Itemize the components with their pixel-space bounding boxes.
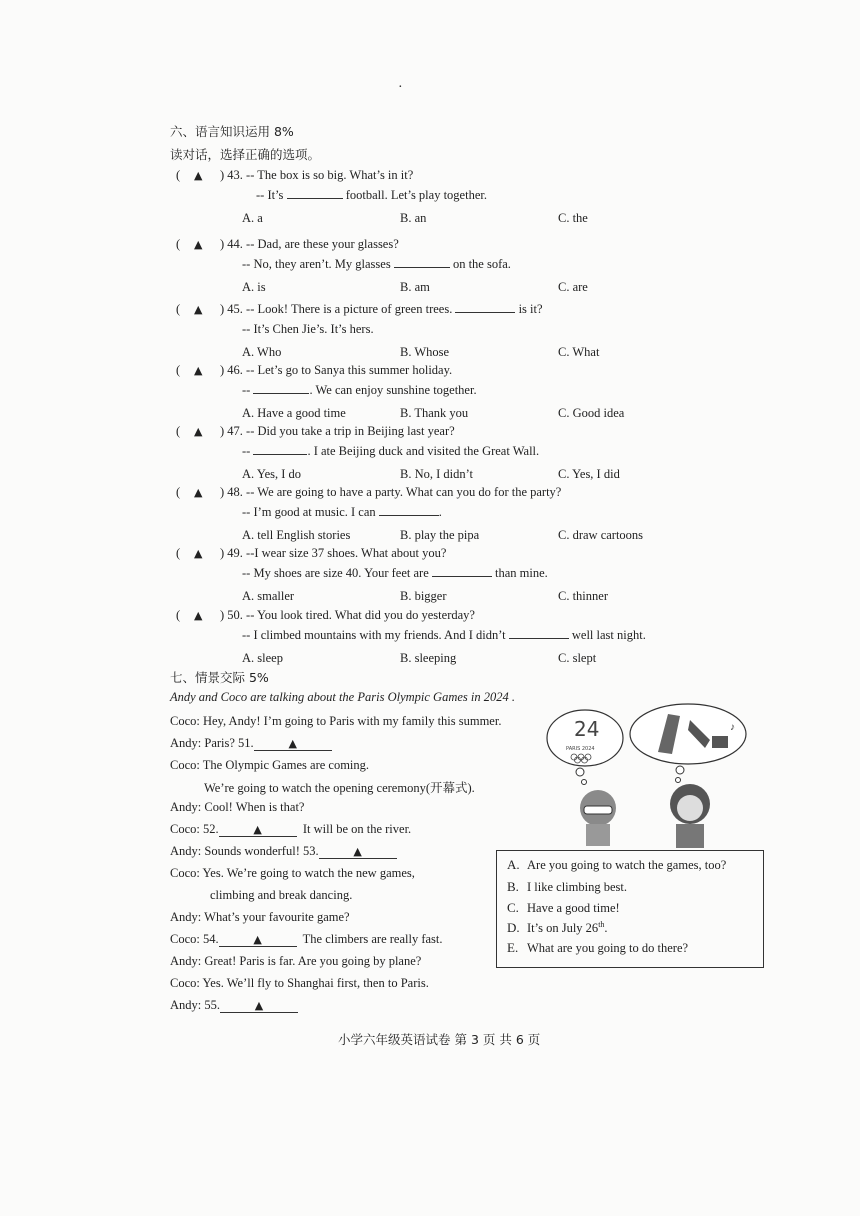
answer-blank: [219, 823, 297, 837]
response-text-after: football. Let’s play together.: [342, 188, 487, 202]
choice-letter: C.: [507, 900, 519, 915]
question-number: ) 45.: [220, 302, 243, 316]
response-text: -- My shoes are size 40. Your feet are: [242, 566, 432, 580]
question-number: ) 46.: [220, 363, 243, 377]
dialogue-line: [210, 888, 352, 903]
answer-blank: [220, 999, 298, 1013]
section-7-intro: Andy and Coco are talking about the Paris Olympic Games in 2024 .: [170, 690, 515, 704]
dialogue-text-after: The climbers are really fast.: [296, 932, 443, 946]
option-b: B. sleeping: [400, 651, 457, 665]
question-paren: (: [176, 424, 181, 438]
section-6-title: 六、语言知识运用 8%: [170, 124, 294, 139]
option-b: B. play the pipa: [400, 528, 480, 542]
question-text: -- Did you take a trip in Beijing last year?: [246, 424, 455, 438]
choice-text: What are you going to do there?: [527, 941, 689, 955]
dialogue-text-after: It will be on the river.: [296, 822, 412, 836]
option-b: B. No, I didn’t: [400, 467, 474, 481]
dialogue-text: We’re going to watch the opening ceremony(开幕式).: [204, 781, 475, 795]
choice-d: [507, 920, 608, 936]
answer-blank: [254, 737, 332, 751]
response-text: -- I climbed mountains with my friends. And I didn’t: [242, 628, 509, 642]
option-a: A. Have a good time: [242, 406, 346, 420]
choice-letter: A.: [507, 857, 520, 872]
answer-blank: [432, 566, 492, 577]
dialogue-text: Andy: What’s your favourite game?: [170, 910, 350, 924]
option-c: C. Good idea: [558, 406, 625, 420]
choice-b: [507, 879, 627, 895]
logo-text: PARIS 2024: [566, 746, 595, 752]
dialogue-text: Andy: Great! Paris is far. Are you going by plane?: [170, 954, 422, 968]
answer-marker-icon: ▲: [194, 609, 203, 622]
question-text: -- Let’s go to Sanya this summer holiday.: [246, 363, 453, 377]
thought-bubble-left-icon: [547, 710, 623, 785]
response-line: [242, 566, 548, 581]
question-number: ) 43.: [220, 168, 243, 182]
illustration-children: [540, 700, 760, 850]
dialogue-text: Coco: The Olympic Games are coming.: [170, 758, 370, 772]
girl-figure-icon: [670, 784, 710, 848]
choice-text: Have a good time!: [527, 901, 620, 915]
answer-marker-icon: ▲: [254, 999, 264, 1012]
option-a: A. is: [242, 280, 266, 294]
answer-marker-icon: ▲: [253, 823, 262, 836]
response-text: --: [242, 444, 254, 458]
dialogue-text: Coco: Yes. We’ll fly to Shanghai first, then to Paris.: [170, 976, 429, 990]
svg-text:♪: ♪: [730, 722, 735, 733]
choice-letter: B.: [507, 879, 519, 894]
option-b: B. an: [400, 211, 427, 225]
question-text: -- Dad, are these your glasses?: [246, 237, 399, 251]
answer-blank: [287, 188, 343, 199]
page-footer: 小学六年级英语试卷 第 3 页 共 6 页: [338, 1032, 541, 1047]
dialogue-line: [204, 778, 475, 796]
section-7-title: 七、情景交际 5%: [170, 670, 269, 685]
option-c: C. Yes, I did: [558, 467, 620, 481]
question-text: -- The box is so big. What’s in it?: [246, 168, 414, 182]
stray-dot: ·: [398, 80, 403, 95]
boy-figure-icon: [580, 790, 616, 846]
option-a: A. smaller: [242, 589, 295, 603]
option-b: B. am: [400, 280, 430, 294]
option-a: A. Who: [242, 345, 282, 359]
response-text: -- It’s Chen Jie’s. It’s hers.: [242, 322, 374, 336]
option-c: C. slept: [558, 651, 597, 665]
response-line: [242, 505, 442, 520]
option-a: A. a: [242, 211, 263, 225]
question-line: [220, 363, 452, 378]
dialogue-line: [170, 954, 421, 969]
question-text: -- You look tired. What did you do yesterday?: [246, 608, 475, 622]
answer-marker-icon: ▲: [194, 547, 203, 560]
dialogue-line: [170, 822, 411, 837]
dialogue-line: [170, 998, 298, 1013]
choice-a: [507, 857, 726, 873]
answer-blank: [253, 383, 309, 394]
response-text-after: well last night.: [568, 628, 646, 642]
dialogue-text: Coco: Hey, Andy! I’m going to Paris with my family this summer.: [170, 714, 502, 728]
question-line: [220, 485, 561, 500]
choice-text: Are you going to watch the games, too?: [527, 858, 727, 872]
response-text: -- I’m good at music. I can: [242, 505, 379, 519]
dialogue-line: [170, 758, 369, 773]
dialogue-text: Coco: 54.: [170, 932, 219, 946]
choice-superscript: th: [598, 920, 605, 929]
choice-e: [507, 940, 688, 956]
choice-text: I like climbing best.: [527, 880, 627, 894]
answer-marker-icon: ▲: [194, 486, 203, 499]
question-line: [220, 608, 475, 623]
answer-marker-icon: ▲: [194, 364, 203, 377]
answer-blank: [509, 628, 569, 639]
question-paren: (: [176, 168, 181, 182]
choices-box: [496, 850, 764, 968]
option-b: B. Whose: [400, 345, 450, 359]
choice-letter: E.: [507, 940, 519, 955]
answer-marker-icon: ▲: [353, 845, 362, 858]
response-line: [242, 383, 477, 398]
answer-blank: [253, 444, 307, 455]
answer-blank: [455, 302, 515, 313]
question-paren: (: [176, 363, 181, 377]
option-c: C. thinner: [558, 589, 608, 603]
response-text-after: than mine.: [491, 566, 548, 580]
dialogue-line: [170, 736, 332, 751]
option-c: C. draw cartoons: [558, 528, 644, 542]
response-line: [256, 188, 487, 203]
question-paren: (: [176, 608, 181, 622]
dialogue-line: [170, 800, 304, 815]
dialogue-text: Andy: Paris? 51.: [170, 736, 254, 750]
dialogue-line: [170, 976, 429, 991]
question-text: --I wear size 37 shoes. What about you?: [246, 546, 447, 560]
question-line: [220, 237, 399, 252]
response-line: [242, 257, 511, 272]
dialogue-text: Coco: Yes. We’re going to watch the new games,: [170, 866, 415, 880]
svg-text:24: 24: [574, 717, 600, 741]
response-text-after: . I ate Beijing duck and visited the Great Wall.: [307, 444, 540, 458]
answer-blank: [394, 257, 450, 268]
dialogue-line: [170, 910, 350, 925]
question-paren: (: [176, 302, 181, 316]
dialogue-line: [170, 714, 501, 729]
choice-c: [507, 900, 620, 916]
answer-blank: [319, 845, 397, 859]
question-text-after: is it?: [515, 302, 543, 316]
choice-text-end: .: [604, 921, 608, 936]
answer-marker-icon: ▲: [288, 737, 297, 750]
response-text-after: . We can enjoy sunshine together.: [309, 383, 477, 397]
answer-marker-icon: ▲: [194, 169, 203, 182]
response-line: [242, 628, 646, 643]
answer-blank: [219, 933, 297, 947]
dialogue-text: Andy: 55.: [170, 998, 220, 1012]
answer-marker-icon: ▲: [194, 303, 203, 316]
dialogue-text: Coco: 52.: [170, 822, 219, 836]
response-text: -- It’s: [256, 188, 287, 202]
question-paren: (: [176, 485, 181, 499]
option-c: C. the: [558, 211, 588, 225]
question-number: ) 49.: [220, 546, 243, 560]
dialogue-line: [170, 844, 397, 859]
question-line: [220, 302, 543, 317]
response-text-after: on the sofa.: [449, 257, 511, 271]
question-line: [220, 424, 455, 439]
option-a: A. tell English stories: [242, 528, 351, 542]
question-line: [220, 168, 413, 183]
response-text-after: .: [438, 505, 442, 519]
response-line: [242, 444, 539, 459]
response-text: --: [242, 383, 254, 397]
question-text: -- Look! There is a picture of green trees.: [246, 302, 456, 316]
question-line: [220, 546, 446, 561]
response-text: -- No, they aren’t. My glasses: [242, 257, 394, 271]
section-6-instruction: 读对话，选择正确的选项。: [170, 147, 321, 162]
dialogue-text: Andy: Cool! When is that?: [170, 800, 305, 814]
thought-bubble-right-icon: [630, 704, 746, 783]
option-b: B. bigger: [400, 589, 447, 603]
question-text: -- We are going to have a party. What can you do for the party?: [246, 485, 562, 499]
option-a: A. sleep: [242, 651, 283, 665]
option-c: C. are: [558, 280, 588, 294]
question-number: ) 48.: [220, 485, 243, 499]
dialogue-text: climbing and break dancing.: [210, 888, 353, 902]
option-a: A. Yes, I do: [242, 467, 302, 481]
option-c: C. What: [558, 345, 600, 359]
question-number: ) 47.: [220, 424, 243, 438]
answer-marker-icon: ▲: [253, 933, 262, 946]
dialogue-line: [170, 932, 443, 947]
option-b: B. Thank you: [400, 406, 469, 420]
dialogue-text: Andy: Sounds wonderful! 53.: [170, 844, 319, 858]
answer-marker-icon: ▲: [194, 425, 203, 438]
response-line: [242, 322, 374, 337]
choice-text: It’s on July 26: [527, 921, 599, 936]
question-number: ) 50.: [220, 608, 243, 622]
answer-blank: [379, 505, 439, 516]
question-number: ) 44.: [220, 237, 243, 251]
question-paren: (: [176, 546, 181, 560]
choice-letter: D.: [507, 920, 520, 936]
answer-marker-icon: ▲: [194, 238, 203, 251]
question-paren: (: [176, 237, 181, 251]
dialogue-line: [170, 866, 415, 881]
